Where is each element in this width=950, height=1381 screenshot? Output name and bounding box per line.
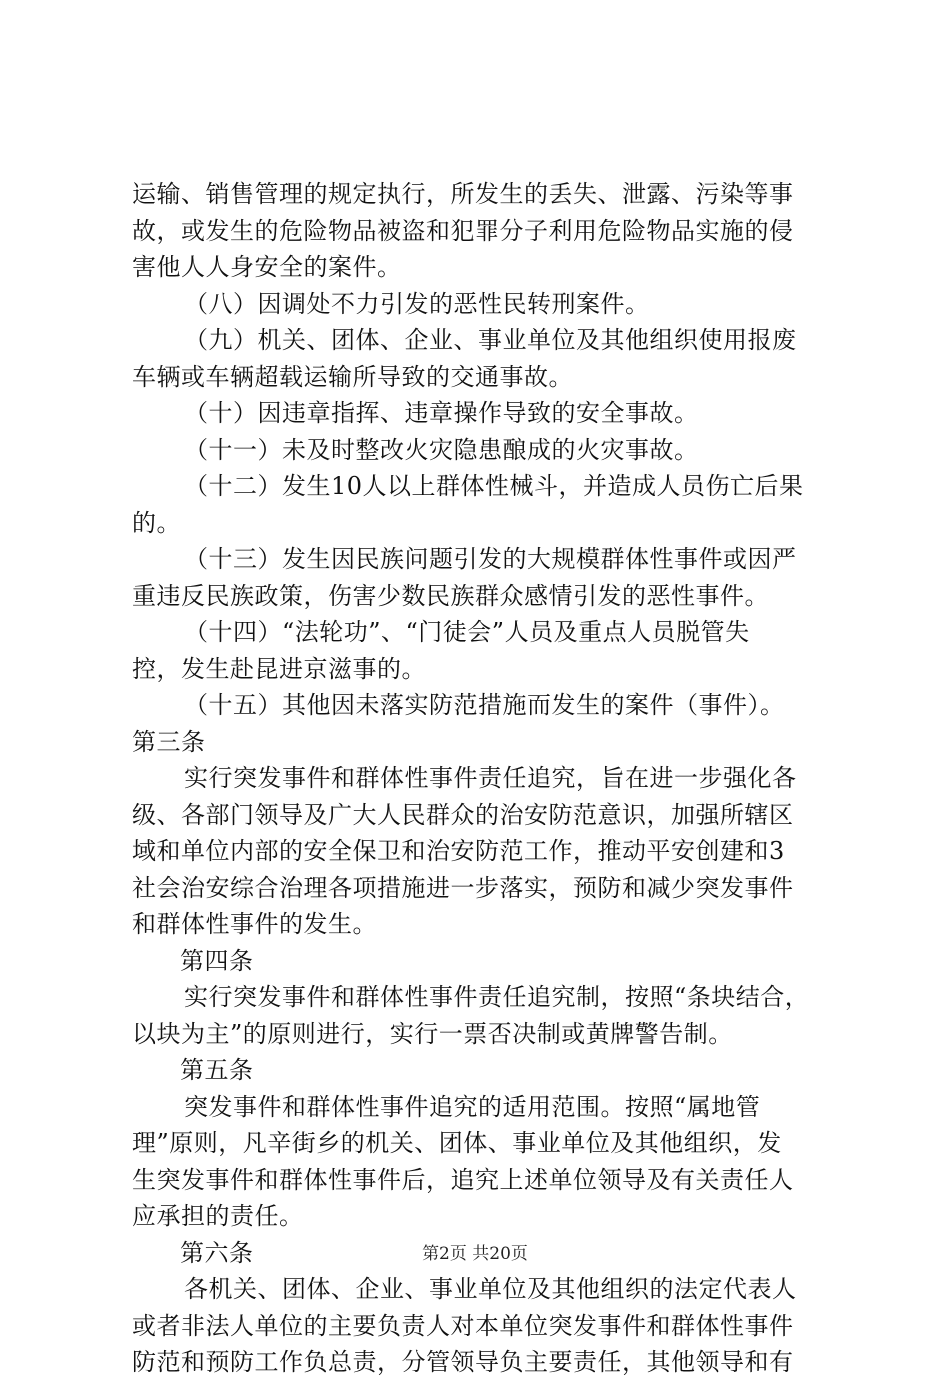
text-line: 或者非法人单位的主要负责人对本单位突发事件和群体性事件 — [132, 1311, 794, 1340]
text-line: 实行突发事件和群体性事件责任追究制，按照“条块结合， — [184, 983, 810, 1011]
page-number-label: 第2页 共20页 — [422, 1244, 528, 1264]
text-line: 理”原则，凡辛街乡的机关、团体、事业单位及其他组织，发 — [132, 1129, 782, 1157]
text-line: （十四）“法轮功”、“门徒会”人员及重点人员脱管失 — [184, 618, 750, 646]
text-line: 级、各部门领导及广大人民群众的治安防范意识，加强所辖区 — [132, 800, 794, 829]
document-body — [132, 176, 832, 1381]
text-line: 应承担的责任。 — [132, 1202, 304, 1230]
text-line: 和群体性事件的发生。 — [132, 910, 377, 938]
text-line: （十一）未及时整改火灾隐患酿成的火灾事故。 — [184, 435, 699, 464]
text-line: 以块为主”的原则进行，实行一票否决制或黄牌警告制。 — [132, 1019, 733, 1048]
text-line: 的。 — [132, 508, 181, 537]
text-line: 控，发生赴昆进京滋事的。 — [132, 654, 426, 683]
text-line: （九）机关、团体、企业、事业单位及其他组织使用报废 — [184, 326, 797, 354]
text-line: 故，或发生的危险物品被盗和犯罪分子利用危险物品实施的侵 — [132, 216, 794, 245]
text-line: 害他人人身安全的案件。 — [132, 253, 402, 281]
section-heading: 第四条 — [180, 946, 254, 975]
page-footer — [0, 1244, 950, 1264]
text-line: 生突发事件和群体性事件后，追究上述单位领导及有关责任人 — [132, 1165, 794, 1194]
text-line: 运输、销售管理的规定执行，所发生的丢失、泄露、污染等事 — [132, 180, 794, 208]
section-heading: 第三条 — [132, 727, 206, 756]
text-line: 各机关、团体、企业、事业单位及其他组织的法定代表人 — [184, 1275, 797, 1303]
text-line: （十五）其他因未落实防范措施而发生的案件（事件）。 — [184, 691, 785, 719]
section-heading: 第六条 — [180, 1238, 254, 1267]
text-line: 防范和预防工作负总责，分管领导负主要责任，其他领导和有 — [132, 1348, 794, 1376]
text-line: 域和单位内部的安全保卫和治安防范工作，推动平安创建和3 — [132, 837, 785, 865]
text-line: 突发事件和群体性事件追究的适用范围。按照“属地管 — [184, 1092, 761, 1121]
text-line: 车辆或车辆超载运输所导致的交通事故。 — [132, 362, 573, 391]
section-heading: 第五条 — [180, 1056, 254, 1084]
text-line: （十）因违章指挥、违章操作导致的安全事故。 — [184, 399, 699, 427]
text-line: （十三）发生因民族问题引发的大规模群体性事件或因严 — [184, 545, 797, 573]
text-line: 实行突发事件和群体性事件责任追究，旨在进一步强化各 — [184, 764, 797, 792]
text-line: （十二）发生10人以上群体性械斗，并造成人员伤亡后果 — [184, 472, 804, 500]
text-line: （八）因调处不力引发的恶性民转刑案件。 — [184, 289, 650, 318]
text-line: 社会治安综合治理各项措施进一步落实，预防和减少突发事件 — [132, 873, 794, 902]
text-line: 重违反民族政策，伤害少数民族群众感情引发的恶性事件。 — [132, 581, 769, 610]
